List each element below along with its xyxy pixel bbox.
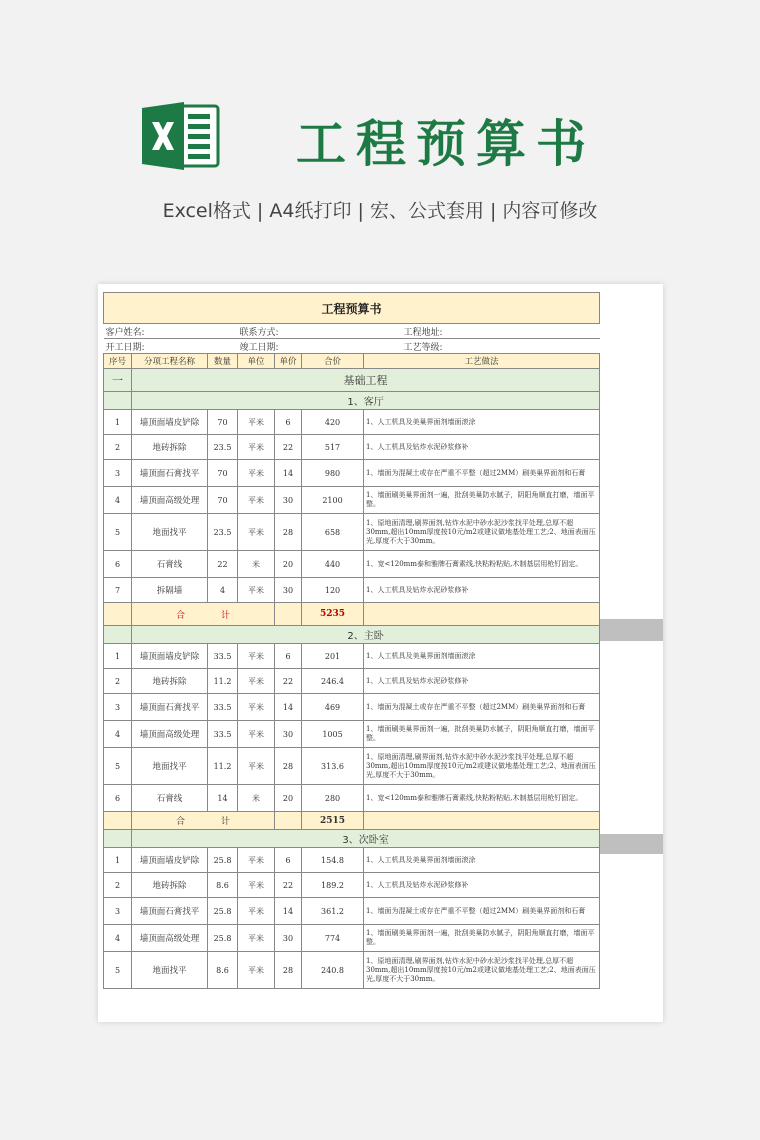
- section-number: 一: [104, 369, 132, 392]
- budget-table-body: [104, 293, 600, 989]
- table-row: [104, 952, 600, 989]
- section-row: [104, 369, 600, 392]
- item-quantity: 4: [208, 578, 238, 603]
- table-row: [104, 848, 600, 873]
- item-process: 1、墙面为混凝土或存在严重不平整（超过2MM）刷美巢界面剂和石膏: [364, 898, 600, 925]
- item-unit-price: 30: [275, 487, 302, 514]
- item-unit: 米: [238, 551, 275, 578]
- item-process: 1、人工机具及美巢界面剂墙面滚涂: [364, 644, 600, 669]
- item-unit: 平米: [238, 898, 275, 925]
- item-process: 1、宽<120mm泰和雅牌石膏素线,快粘粉粘贴,木制基层用枪钉固定。: [364, 785, 600, 812]
- table-row: [104, 873, 600, 898]
- item-process: 1、人工机具及钻炸水泥砂浆修补: [364, 435, 600, 460]
- item-process: 1、人工机具及钻炸水泥砂浆修补: [364, 873, 600, 898]
- item-unit-price: 30: [275, 925, 302, 952]
- item-number: 6: [104, 785, 132, 812]
- cell: [275, 812, 302, 830]
- info-value: [208, 339, 238, 354]
- item-unit: 平米: [238, 748, 275, 785]
- item-name: 墙顶面墙皮铲除: [132, 848, 208, 873]
- info-row: [104, 339, 600, 354]
- item-total: 120: [302, 578, 364, 603]
- table-row: [104, 694, 600, 721]
- item-unit: 平米: [238, 952, 275, 989]
- item-process: 1、墙面刷美巢界面剂一遍，批刮美巢防水腻子，阴阳角顺直打磨，墙面平整。: [364, 487, 600, 514]
- item-unit-price: 6: [275, 644, 302, 669]
- cell: [104, 626, 132, 644]
- info-label: 工程地址:: [364, 324, 600, 339]
- item-unit: 平米: [238, 514, 275, 551]
- item-unit-price: 20: [275, 551, 302, 578]
- item-total: 201: [302, 644, 364, 669]
- table-row: [104, 669, 600, 694]
- item-total: 980: [302, 460, 364, 487]
- item-process: 1、人工机具及钻炸水泥砂浆修补: [364, 669, 600, 694]
- item-unit-price: 28: [275, 514, 302, 551]
- item-name: 墙顶面墙皮铲除: [132, 410, 208, 435]
- room-row: [104, 626, 600, 644]
- subtotal-value: 2515: [302, 812, 364, 830]
- room-name: 1、客厅: [132, 392, 600, 410]
- item-process: 1、墙面刷美巢界面剂一遍，批刮美巢防水腻子，阴阳角顺直打磨，墙面平整。: [364, 721, 600, 748]
- item-unit-price: 30: [275, 721, 302, 748]
- item-total: 440: [302, 551, 364, 578]
- table-row: [104, 925, 600, 952]
- table-row: [104, 487, 600, 514]
- cell: [364, 603, 600, 626]
- item-quantity: 8.6: [208, 873, 238, 898]
- item-unit: 平米: [238, 669, 275, 694]
- item-number: 4: [104, 487, 132, 514]
- section-name: 基础工程: [132, 369, 600, 392]
- item-unit: 平米: [238, 925, 275, 952]
- page-title: 工程预算书: [296, 115, 596, 173]
- item-number: 4: [104, 721, 132, 748]
- item-number: 5: [104, 514, 132, 551]
- item-quantity: 14: [208, 785, 238, 812]
- item-name: 墙顶面石膏找平: [132, 460, 208, 487]
- item-number: 2: [104, 435, 132, 460]
- item-name: 地砖拆除: [132, 435, 208, 460]
- column-header: 工艺做法: [364, 354, 600, 369]
- item-name: 地面找平: [132, 952, 208, 989]
- info-label: 客户姓名:: [104, 324, 208, 339]
- item-process: 1、原地面清理,刷界面剂,钻炸水泥中砂水泥沙浆找平处理,总厚不超30mm,超出10mm厚度按10元/m2或建议做地基处理工艺;2、地面表面压光,厚度不大于30mm。: [364, 748, 600, 785]
- item-name: 石膏线: [132, 551, 208, 578]
- item-name: 地砖拆除: [132, 669, 208, 694]
- room-name: 3、次卧室: [132, 830, 600, 848]
- cell: [275, 603, 302, 626]
- gray-cell-bar: [600, 619, 663, 641]
- item-unit: 平米: [238, 435, 275, 460]
- table-row: [104, 644, 600, 669]
- item-quantity: 11.2: [208, 669, 238, 694]
- item-unit-price: 22: [275, 873, 302, 898]
- room-row: [104, 392, 600, 410]
- item-number: 5: [104, 952, 132, 989]
- subtotal-label: [132, 812, 275, 830]
- item-unit-price: 20: [275, 785, 302, 812]
- sheet-title-row: [104, 293, 600, 324]
- item-unit: 平米: [238, 460, 275, 487]
- item-total: 658: [302, 514, 364, 551]
- item-name: 墙顶面高级处理: [132, 721, 208, 748]
- item-quantity: 8.6: [208, 952, 238, 989]
- item-total: 313.6: [302, 748, 364, 785]
- item-quantity: 33.5: [208, 644, 238, 669]
- item-unit: 平米: [238, 848, 275, 873]
- subtotal-row: [104, 812, 600, 830]
- budget-table: [103, 292, 600, 989]
- item-unit: 平米: [238, 578, 275, 603]
- item-total: 280: [302, 785, 364, 812]
- item-number: 3: [104, 694, 132, 721]
- item-total: 774: [302, 925, 364, 952]
- item-quantity: 33.5: [208, 694, 238, 721]
- subtotal-label-b: 计: [221, 817, 231, 827]
- item-quantity: 33.5: [208, 721, 238, 748]
- item-total: 246.4: [302, 669, 364, 694]
- info-label: 开工日期:: [104, 339, 208, 354]
- spreadsheet-sheet: [98, 284, 663, 1022]
- column-header: 单价: [275, 354, 302, 369]
- item-process: 1、墙面刷美巢界面剂一遍，批刮美巢防水腻子，阴阳角顺直打磨，墙面平整。: [364, 925, 600, 952]
- item-quantity: 23.5: [208, 435, 238, 460]
- info-label: 联系方式:: [238, 324, 364, 339]
- info-row: [104, 324, 600, 339]
- table-row: [104, 435, 600, 460]
- item-total: 361.2: [302, 898, 364, 925]
- item-number: 1: [104, 848, 132, 873]
- room-name: 2、主卧: [132, 626, 600, 644]
- item-unit-price: 28: [275, 952, 302, 989]
- item-name: 墙顶面石膏找平: [132, 898, 208, 925]
- item-name: 石膏线: [132, 785, 208, 812]
- table-row: [104, 514, 600, 551]
- item-number: 5: [104, 748, 132, 785]
- item-total: 517: [302, 435, 364, 460]
- cell: [104, 603, 132, 626]
- item-number: 7: [104, 578, 132, 603]
- item-number: 1: [104, 644, 132, 669]
- column-header: 分项工程名称: [132, 354, 208, 369]
- item-number: 3: [104, 460, 132, 487]
- cell: [104, 830, 132, 848]
- item-process: 1、宽<120mm泰和雅牌石膏素线,快粘粉粘贴,木制基层用枪钉固定。: [364, 551, 600, 578]
- table-row: [104, 578, 600, 603]
- item-unit-price: 14: [275, 898, 302, 925]
- item-unit: 平米: [238, 644, 275, 669]
- item-number: 2: [104, 873, 132, 898]
- item-process: 1、人工机具及钻炸水泥砂浆修补: [364, 578, 600, 603]
- subtotal-value: 5235: [302, 603, 364, 626]
- item-unit-price: 22: [275, 435, 302, 460]
- subtotal-label: [132, 603, 275, 626]
- item-quantity: 25.8: [208, 925, 238, 952]
- cell: [364, 812, 600, 830]
- room-row: [104, 830, 600, 848]
- item-unit: 平米: [238, 694, 275, 721]
- item-quantity: 25.8: [208, 898, 238, 925]
- item-quantity: 25.8: [208, 848, 238, 873]
- subtotal-label-a: 合: [175, 610, 185, 621]
- info-label: 工艺等级:: [364, 339, 600, 354]
- item-total: 154.8: [302, 848, 364, 873]
- column-header: 序号: [104, 354, 132, 369]
- item-total: 420: [302, 410, 364, 435]
- item-quantity: 70: [208, 487, 238, 514]
- column-header-row: [104, 354, 600, 369]
- item-process: 1、墙面为混凝土或存在严重不平整（超过2MM）刷美巢界面剂和石膏: [364, 694, 600, 721]
- gray-cell-bar: [600, 834, 663, 854]
- item-total: 240.8: [302, 952, 364, 989]
- item-name: 墙顶面高级处理: [132, 487, 208, 514]
- item-total: 469: [302, 694, 364, 721]
- item-name: 拆隔墙: [132, 578, 208, 603]
- table-row: [104, 460, 600, 487]
- item-name: 地面找平: [132, 748, 208, 785]
- item-name: 墙顶面高级处理: [132, 925, 208, 952]
- column-header: 数量: [208, 354, 238, 369]
- hero-banner: [0, 0, 760, 270]
- item-name: 墙顶面石膏找平: [132, 694, 208, 721]
- info-value: [208, 324, 238, 339]
- item-unit-price: 22: [275, 669, 302, 694]
- item-number: 2: [104, 669, 132, 694]
- subtotal-row: [104, 603, 600, 626]
- item-unit: 米: [238, 785, 275, 812]
- column-header: 单位: [238, 354, 275, 369]
- item-number: 4: [104, 925, 132, 952]
- cell: [104, 392, 132, 410]
- item-process: 1、墙面为混凝土或存在严重不平整（超过2MM）刷美巢界面剂和石膏: [364, 460, 600, 487]
- item-unit-price: 6: [275, 410, 302, 435]
- table-row: [104, 748, 600, 785]
- item-unit-price: 28: [275, 748, 302, 785]
- item-quantity: 70: [208, 460, 238, 487]
- item-unit-price: 14: [275, 460, 302, 487]
- item-unit-price: 14: [275, 694, 302, 721]
- subtotal-label-a: 合: [175, 817, 185, 827]
- item-number: 3: [104, 898, 132, 925]
- info-label: 竣工日期:: [238, 339, 364, 354]
- item-name: 地面找平: [132, 514, 208, 551]
- item-number: 6: [104, 551, 132, 578]
- item-quantity: 22: [208, 551, 238, 578]
- item-unit-price: 6: [275, 848, 302, 873]
- item-quantity: 11.2: [208, 748, 238, 785]
- item-quantity: 70: [208, 410, 238, 435]
- item-total: 1005: [302, 721, 364, 748]
- item-name: 地砖拆除: [132, 873, 208, 898]
- item-process: 1、人工机具及美巢界面剂墙面滚涂: [364, 410, 600, 435]
- item-process: 1、原地面清理,刷界面剂,钻炸水泥中砂水泥沙浆找平处理,总厚不超30mm,超出10mm厚度按10元/m2或建议做地基处理工艺;2、地面表面压光,厚度不大于30mm。: [364, 514, 600, 551]
- subtotal-label-b: 计: [221, 610, 231, 621]
- table-row: [104, 410, 600, 435]
- item-unit: 平米: [238, 410, 275, 435]
- item-process: 1、原地面清理,刷界面剂,钻炸水泥中砂水泥沙浆找平处理,总厚不超30mm,超出10mm厚度按10元/m2或建议做地基处理工艺;2、地面表面压光,厚度不大于30mm。: [364, 952, 600, 989]
- table-row: [104, 785, 600, 812]
- item-name: 墙顶面墙皮铲除: [132, 644, 208, 669]
- item-total: 189.2: [302, 873, 364, 898]
- table-row: [104, 551, 600, 578]
- item-unit: 平米: [238, 487, 275, 514]
- cell: [104, 812, 132, 830]
- item-number: 1: [104, 410, 132, 435]
- sheet-title: 工程预算书: [104, 293, 600, 324]
- item-process: 1、人工机具及美巢界面剂墙面滚涂: [364, 848, 600, 873]
- item-quantity: 23.5: [208, 514, 238, 551]
- excel-logo-icon: [142, 100, 220, 172]
- table-row: [104, 721, 600, 748]
- column-header: 合价: [302, 354, 364, 369]
- item-unit-price: 30: [275, 578, 302, 603]
- item-unit: 平米: [238, 721, 275, 748]
- item-unit: 平米: [238, 873, 275, 898]
- table-row: [104, 898, 600, 925]
- item-total: 2100: [302, 487, 364, 514]
- tagline: Excel格式 | A4纸打印 | 宏、公式套用 | 内容可修改: [162, 200, 598, 222]
